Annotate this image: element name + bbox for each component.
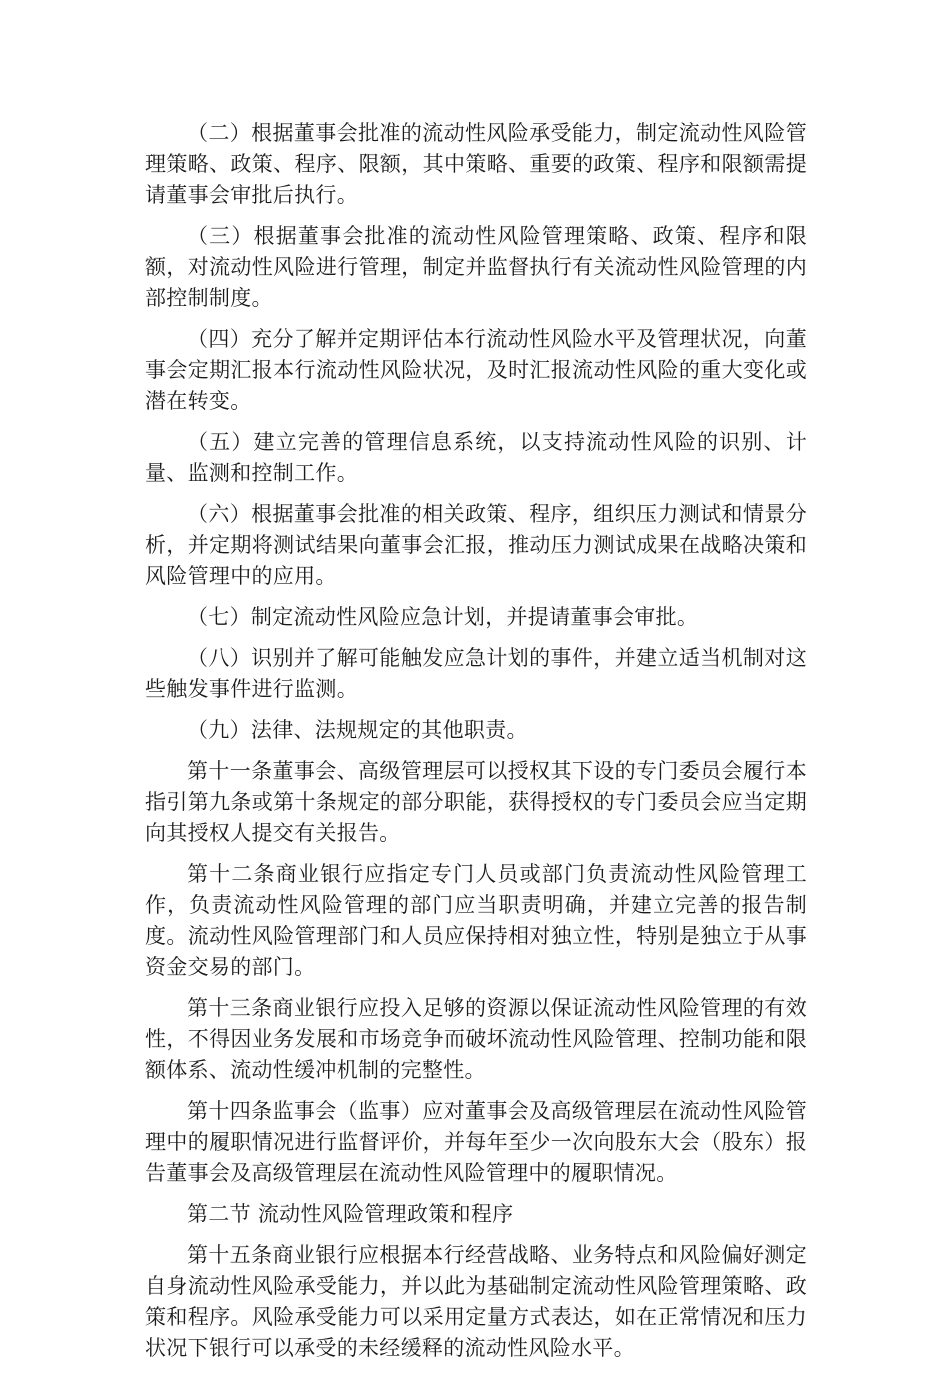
document-page: [145, 118, 807, 1374]
paragraph-item-6: （六）根据董事会批准的相关政策、程序，组织压力测试和情景分析，并定期将测试结果向董事会汇报，推动压力测试成果在战略决策和风险管理中的应用。: [145, 502, 807, 588]
paragraph-item-4: （四）充分了解并定期评估本行流动性风险水平及管理状况，向董事会定期汇报本行流动性风险状况，及时汇报流动性风险的重大变化或潜在转变。: [145, 327, 807, 413]
article-12: 第十二条商业银行应指定专门人员或部门负责流动性风险管理工作，负责流动性风险管理的部门应当职责明确，并建立完善的报告制度。流动性风险管理部门和人员应保持相对独立性，特别是独立于从事资金交易的部门。: [145, 862, 807, 979]
paragraph-item-2: （二）根据董事会批准的流动性风险承受能力，制定流动性风险管理策略、政策、程序、限额，其中策略、重要的政策、程序和限额需提请董事会审批后执行。: [145, 121, 807, 207]
paragraph-item-8: （八）识别并了解可能触发应急计划的事件，并建立适当机制对这些触发事件进行监测。: [145, 646, 807, 701]
section-heading: 第二节 流动性风险管理政策和程序: [187, 1202, 514, 1226]
paragraph-item-5: （五）建立完善的管理信息系统，以支持流动性风险的识别、计量、监测和控制工作。: [145, 430, 807, 485]
article-11: 第十一条董事会、高级管理层可以授权其下设的专门委员会履行本指引第九条或第十条规定的部分职能，获得授权的专门委员会应当定期向其授权人提交有关报告。: [145, 759, 807, 845]
article-13: 第十三条商业银行应投入足够的资源以保证流动性风险管理的有效性，不得因业务发展和市场竞争而破坏流动性风险管理、控制功能和限额体系、流动性缓冲机制的完整性。: [145, 996, 807, 1082]
paragraph-item-7: （七）制定流动性风险应急计划，并提请董事会审批。: [187, 605, 699, 629]
paragraph-item-9: （九）法律、法规规定的其他职责。: [187, 718, 528, 742]
article-15: 第十五条商业银行应根据本行经营战略、业务特点和风险偏好测定自身流动性风险承受能力，并以此为基础制定流动性风险管理策略、政策和程序。风险承受能力可以采用定量方式表达，如在正常情况和压力状况下银行可以承受的未经缓释的流动性风险水平。: [145, 1243, 807, 1360]
article-14: 第十四条监事会（监事）应对董事会及高级管理层在流动性风险管理中的履职情况进行监督评价，并每年至少一次向股东大会（股东）报告董事会及高级管理层在流动性风险管理中的履职情况。: [145, 1099, 807, 1185]
paragraph-item-3: （三）根据董事会批准的流动性风险管理策略、政策、程序和限额，对流动性风险进行管理，制定并监督执行有关流动性风险管理的内部控制制度。: [145, 224, 807, 310]
